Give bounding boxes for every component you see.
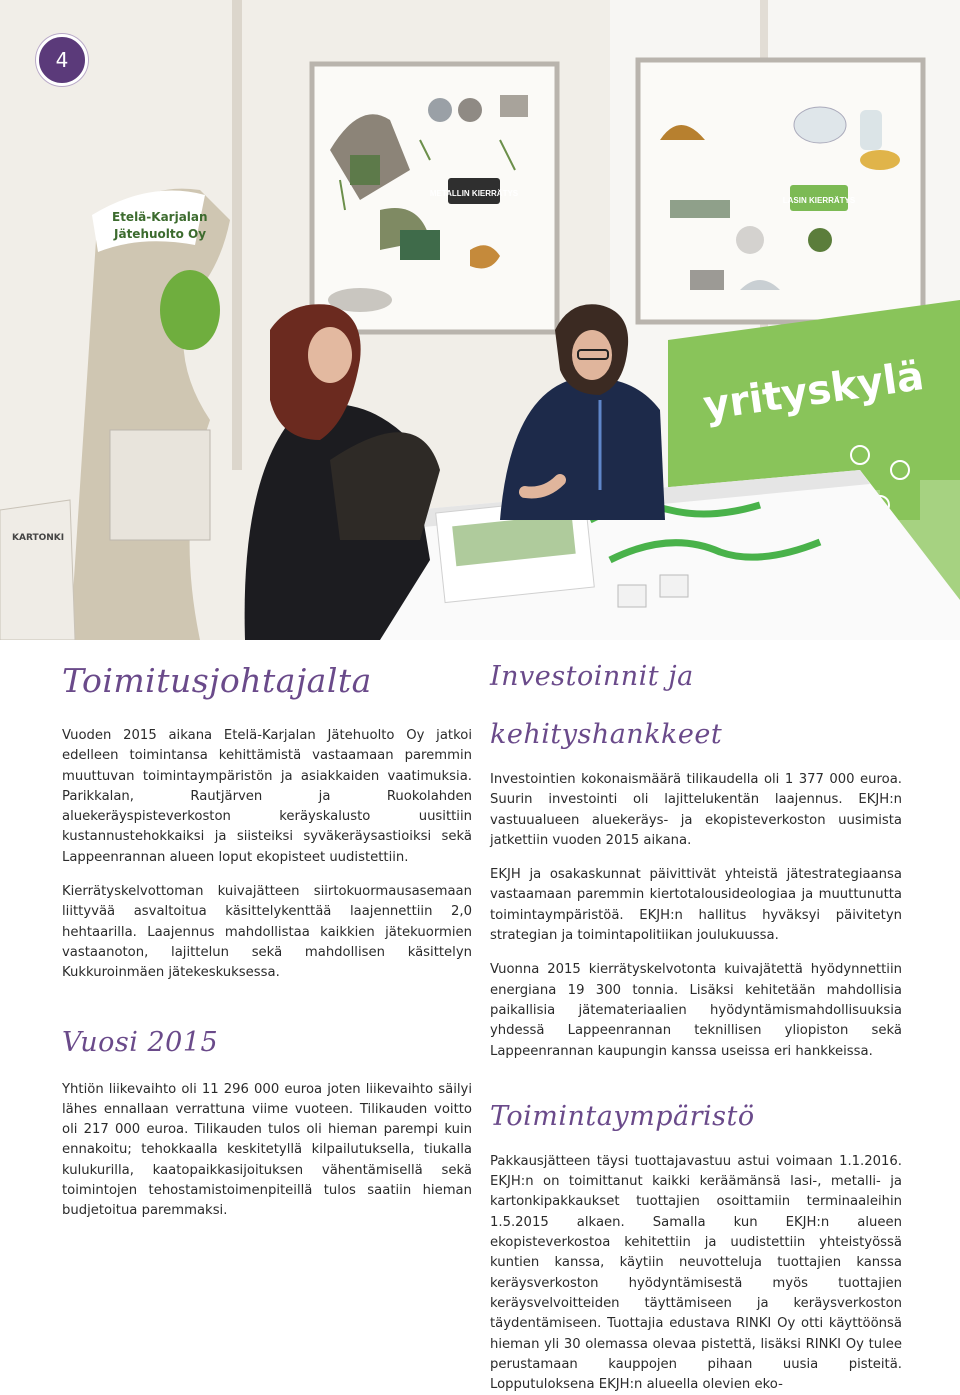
- kartonki-box: [0, 500, 75, 640]
- booth-scene-illustration: [0, 0, 960, 640]
- paragraph-environment: Pakkausjätteen täysi tuottajavastuu astui voimaan 1.1.2016. EKJH:n on toimittanut kaikki keräämänsä lasi-, metalli- ja kartonkipakkaukset tuottajien osoittamiin terminaaleihin 1.5.2015 alkaen. Samalla kun EKJH:n alueen ekopisteverkostoa kehitettiin ja uudistettiin yhteistyössä kuntien kanssa, käytiin neuvotteluja tuottajien kanssa keräysverkoston hyödyntämisestä myös tuottajien keräysvelvoitteiden täyttämiseen ja keräysverkoston täydentämiseen. Tuottajia edustava RINKI Oy otti käyttöönsä hieman yli 30 olemassa olevaa pistettä, lisäksi RINKI Oy tulee perustamaan kauppojen pihaan uusia pisteitä. Lopputuloksena EKJH:n alueella olevien eko-: [490, 1153, 902, 1393]
- paragraph-ceo-2: Kierrätyskelvottoman kuivajätteen siirtokuormausasemaan liittyvää asvaltoitua käsittelykenttää laajennettiin 2,0 hehtaarilla. Laajennus mahdollistaa kaikkien jätekuormien vastaanoton, lajittelun sekä mahdollisen käsittelyn Kukkuroinmäen jätekeskuksessa.: [62, 884, 472, 981]
- heading-investoinnit: Investoinnit ja kehityshankkeet: [490, 661, 723, 750]
- left-column: [62, 648, 472, 1222]
- heading-toimitusjohtajalta: Toimitusjohtajalta: [62, 661, 372, 700]
- booth-photo: [0, 0, 960, 640]
- paragraph-year-2015: Yhtiön liikevaihto oli 11 296 000 euroa joten liikevaihto säilyi lähes ennallaan verrattuna viime vuoteen. Tilikauden voitto oli 217 000 euroa. Tilikauden tulos oli hieman parempi kuin ennakoitu; tehokkaalla keskitetyllä kilpailutuksella, tiukalla kulukurilla, kaatopaikkasijoituksen vähentämisellä sekä toimintojen tehostamistoimenpiteillä tulos saatiin hieman budjetoitua paremmaksi.: [62, 1081, 472, 1219]
- right-column: [490, 648, 902, 1395]
- paragraph-investments-2: EKJH ja osakaskunnat päivittivät yhteistä jätestrategiaansa vastaamaan paremmin kiertotalousideologiaa ja muuttunutta toimintaympäristöä. EKJH:n hallitus hyväksyi päivitetyn strategian ja toimintapolitiikan joulukuussa.: [490, 867, 902, 944]
- glass-poster-caption: LASIN KIERRÄTYS: [782, 196, 856, 205]
- metal-poster-caption: METALLIN KIERRÄTYS: [429, 189, 519, 198]
- metal-recycling-poster: [312, 64, 557, 332]
- page-number-badge: 4: [36, 34, 88, 86]
- box-label: KARTONKI: [12, 533, 65, 543]
- yrityskyla-wall-brand: yrityskylä: [700, 353, 927, 430]
- paragraph-investments-1: Investointien kokonaismäärä tilikaudella oli 1 377 000 euroa. Suurin investointi oli lajittelukentän laajennus. EKJH:n vastuualueen aluekeräys- ja ekopisteverkoston uusimista jatkettiin vuoden 2015 aikana.: [490, 772, 902, 848]
- standee-text-2: Jätehuolto Oy: [114, 227, 207, 241]
- heading-vuosi-2015: Vuosi 2015: [62, 1026, 219, 1058]
- heading-toimintaymparisto: Toimintaympäristö: [490, 1100, 755, 1132]
- paragraph-ceo-1: Vuoden 2015 aikana Etelä-Karjalan Jätehuolto Oy jatkoi edelleen toimintansa kehittämistä vastaamaan paremmin muuttuvan toimintaympäristön ja asiakkaiden vaatimuksia. Parikkalan, Rautjärven ja Ruokolahden aluekeräyspisteverkoston keräyskalusto uusittiin kustannustehokkaiksi ja siisteiksi syväkeräysastioiksi sekä Lappeenrannan alueen loput ekopisteet uudistettiin.: [62, 728, 472, 865]
- paragraph-investments-3: Vuonna 2015 kierrätyskelvotonta kuivajätettä hyödynnettiin energiana 19 300 tonnia. Lisäksi kehitetään mahdollisia paikallisia jätemateriaalien hyödyntämismahdollisuuksia yhdessä Lappeenrannan teknillisen yliopiston sekä Lappeenrannan kaupungin kanssa useissa eri hankkeissa.: [490, 962, 902, 1059]
- glass-recycling-poster: [638, 60, 923, 322]
- standee-text-1: Etelä-Karjalan: [112, 210, 208, 224]
